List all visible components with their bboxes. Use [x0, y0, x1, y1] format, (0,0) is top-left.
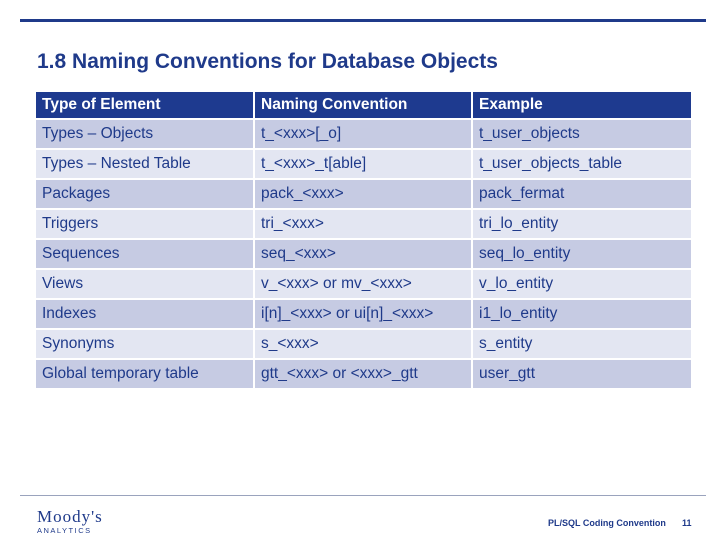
logo-wordmark: Moody's — [37, 507, 103, 526]
cell-convention: t_<xxx>_t[able] — [254, 149, 472, 179]
footer-label: PL/SQL Coding Convention — [548, 518, 666, 528]
logo-subtitle: ANALYTICS — [37, 526, 92, 535]
company-logo — [37, 508, 103, 535]
cell-convention: pack_<xxx> — [254, 179, 472, 209]
table-row — [36, 119, 692, 149]
cell-example: s_entity — [472, 329, 692, 359]
table-row — [36, 149, 692, 179]
cell-example: pack_fermat — [472, 179, 692, 209]
cell-type: Types – Nested Table — [36, 149, 254, 179]
cell-convention: v_<xxx> or mv_<xxx> — [254, 269, 472, 299]
header-example: Example — [472, 92, 692, 119]
cell-type: Packages — [36, 179, 254, 209]
table-row — [36, 329, 692, 359]
cell-example: seq_lo_entity — [472, 239, 692, 269]
cell-example: t_user_objects_table — [472, 149, 692, 179]
top-rule — [20, 19, 706, 22]
table-row — [36, 179, 692, 209]
table-row — [36, 209, 692, 239]
table-row — [36, 359, 692, 389]
cell-example: tri_lo_entity — [472, 209, 692, 239]
cell-type: Sequences — [36, 239, 254, 269]
header-naming-convention: Naming Convention — [254, 92, 472, 119]
table-row — [36, 269, 692, 299]
cell-example: i1_lo_entity — [472, 299, 692, 329]
cell-type: Views — [36, 269, 254, 299]
cell-type: Synonyms — [36, 329, 254, 359]
cell-type: Indexes — [36, 299, 254, 329]
naming-conventions-table — [36, 92, 693, 390]
cell-example: user_gtt — [472, 359, 692, 389]
cell-convention: tri_<xxx> — [254, 209, 472, 239]
cell-convention: i[n]_<xxx> or ui[n]_<xxx> — [254, 299, 472, 329]
cell-type: Global temporary table — [36, 359, 254, 389]
table-row — [36, 299, 692, 329]
cell-type: Triggers — [36, 209, 254, 239]
table-row — [36, 239, 692, 269]
cell-convention: seq_<xxx> — [254, 239, 472, 269]
header-type-of-element: Type of Element — [36, 92, 254, 119]
cell-convention: t_<xxx>[_o] — [254, 119, 472, 149]
cell-example: v_lo_entity — [472, 269, 692, 299]
cell-convention: s_<xxx> — [254, 329, 472, 359]
table-header-row — [36, 92, 692, 119]
cell-convention: gtt_<xxx> or <xxx>_gtt — [254, 359, 472, 389]
footer-rule — [20, 495, 706, 496]
cell-type: Types – Objects — [36, 119, 254, 149]
page-number: 11 — [682, 518, 692, 528]
cell-example: t_user_objects — [472, 119, 692, 149]
page-title: 1.8 Naming Conventions for Database Objects — [37, 50, 498, 73]
